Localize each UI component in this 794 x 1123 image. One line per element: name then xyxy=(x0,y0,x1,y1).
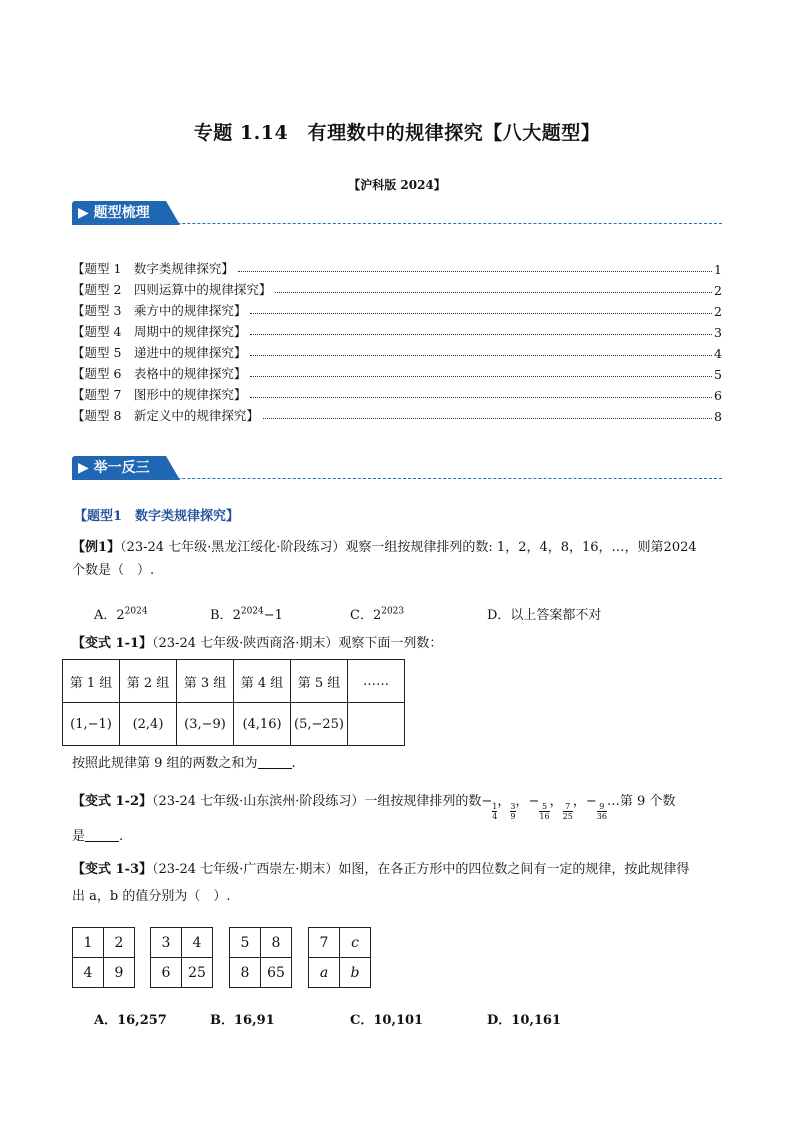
toc-entry[interactable] xyxy=(72,319,722,340)
square-cell: a xyxy=(309,958,340,988)
square-cell: 6 xyxy=(151,958,182,988)
table-header-cell: 第 4 组 xyxy=(234,660,291,703)
square-cell: b xyxy=(340,958,371,988)
option-c: C．$2^{2023}$ xyxy=(350,606,405,623)
section-divider xyxy=(72,223,722,224)
answer-blank xyxy=(258,754,292,769)
variant-1-1-question: 按照此规律第 9 组的两数之和为 . xyxy=(72,756,296,771)
table-of-contents xyxy=(72,256,722,424)
option-b: B．$2^{2024}-1$ xyxy=(210,606,283,623)
toc-entry[interactable] xyxy=(72,256,722,277)
square-cell: 9 xyxy=(104,958,135,988)
fraction-numerator: 9 xyxy=(597,802,607,812)
toc-page-number: 5 xyxy=(714,367,722,382)
fraction-numerator: 5 xyxy=(539,802,549,812)
square-cell: 65 xyxy=(261,958,292,988)
fraction-sign: − xyxy=(481,794,493,809)
fraction-sequence: − $\frac{1}{4}$ ， $\frac{3}{9}$ ，− $\frac{5}{16}$ ， $\frac{7}{25}$ ，− $\frac{9}{36}$ xyxy=(481,794,607,821)
option-c: C．10,101 xyxy=(350,1013,424,1028)
section-divider xyxy=(72,478,722,479)
number-square xyxy=(150,927,213,988)
toc-leader-dots xyxy=(263,418,712,419)
section-title: 题型梳理 xyxy=(93,205,150,221)
square-cell: 8 xyxy=(230,958,261,988)
example-1 xyxy=(72,538,726,581)
option-a: A．$2^{2024}$ xyxy=(94,606,148,623)
page-title: 专题 1.14 有理数中的规律探究【八大题型】 xyxy=(193,122,601,144)
play-icon: ▶ xyxy=(78,460,94,476)
toc-leader-dots xyxy=(238,271,712,272)
square-cell: 8 xyxy=(261,928,292,958)
fraction-numerator: 1 xyxy=(492,802,498,811)
toc-page-number: 2 xyxy=(714,304,722,319)
fraction-numerator: 3 xyxy=(510,802,516,811)
section-header-type-outline xyxy=(72,201,166,225)
toc-label: 【题型 6 表格中的规律探究】 xyxy=(72,366,247,381)
table-header-cell: 第 3 组 xyxy=(177,660,234,703)
square-cell: 1 xyxy=(73,928,104,958)
square-cell: c xyxy=(340,928,371,958)
variant-1-1 xyxy=(72,634,726,654)
variant-tag: 【变式 1-1】 xyxy=(72,636,153,651)
square-cell: 4 xyxy=(182,928,213,958)
toc-page-number: 3 xyxy=(714,325,722,340)
toc-entry[interactable] xyxy=(72,340,722,361)
toc-leader-dots xyxy=(250,376,712,377)
toc-entry[interactable] xyxy=(72,403,722,424)
toc-entry[interactable] xyxy=(72,277,722,298)
square-cell: 7 xyxy=(309,928,340,958)
toc-leader-dots xyxy=(250,355,712,356)
toc-entry[interactable] xyxy=(72,361,722,382)
variant-tag: 【变式 1-3】 xyxy=(72,862,153,877)
toc-leader-dots xyxy=(275,292,712,293)
table-cell: (1,−1) xyxy=(63,703,120,746)
table-header-cell: …… xyxy=(348,660,405,703)
toc-page-number: 8 xyxy=(714,409,722,424)
answer-blank xyxy=(85,827,119,842)
fraction xyxy=(563,802,573,821)
toc-entry[interactable] xyxy=(72,298,722,319)
option-a: A．16,257 xyxy=(94,1013,167,1028)
toc-page-number: 1 xyxy=(714,262,722,277)
variant-text: （23-24 七年级·陕西商洛·期末）观察下面一列数： xyxy=(152,636,443,651)
table-cell xyxy=(348,703,405,746)
toc-leader-dots xyxy=(250,397,712,398)
example-text: （23-24 七年级·黑龙江绥化·阶段练习）观察一组按规律排列的数: 1，2，4，8，16，…，则第2024 xyxy=(120,540,697,555)
fraction-denominator: 36 xyxy=(596,812,607,821)
table-cell: (3,−9) xyxy=(177,703,234,746)
toc-entry[interactable] xyxy=(72,382,722,403)
toc-label: 【题型 3 乘方中的规律探究】 xyxy=(72,303,247,318)
table-header-cell: 第 1 组 xyxy=(63,660,120,703)
toc-label: 【题型 7 图形中的规律探究】 xyxy=(72,387,247,402)
square-cell: 3 xyxy=(151,928,182,958)
table-header-cell: 第 2 组 xyxy=(120,660,177,703)
fraction xyxy=(539,802,549,821)
option-d: D．10,161 xyxy=(487,1013,562,1028)
toc-label: 【题型 8 新定义中的规律探究】 xyxy=(72,408,259,423)
toc-label: 【题型 2 四则运算中的规律探究】 xyxy=(72,282,272,297)
toc-leader-dots xyxy=(250,334,712,335)
variant-1-3: 【变式 1-3】（23-24 七年级·广西崇左·期末）如图，在各正方形中的四位数之间有一定的规律，按此规律得 出 a，b 的值分别为（ ）. xyxy=(72,862,690,904)
fraction-sign: − xyxy=(528,794,540,809)
section-header-examples xyxy=(72,456,166,480)
toc-label: 【题型 4 周期中的规律探究】 xyxy=(72,324,247,339)
number-square xyxy=(229,927,292,988)
fraction-denominator: 9 xyxy=(510,812,516,821)
variant-tag: 【变式 1-2】 xyxy=(72,794,153,809)
variant-1-2: 【变式 1-2】（23-24 七年级·山东滨州·阶段练习）一组按规律排列的数− $\frac{1}{4}$ ， $\frac{3}{9}$ ，− $\frac{5}{16}$ ， $\frac{7}{25}$ ，− $\frac{9}{36}$ …第 9 个数 是 . xyxy=(72,794,676,844)
toc-leader-dots xyxy=(250,313,712,314)
number-square xyxy=(72,927,135,988)
edition-label: 【沪科版 2024】 xyxy=(348,178,446,192)
fraction xyxy=(597,802,607,821)
number-square xyxy=(308,927,371,988)
toc-page-number: 2 xyxy=(714,283,722,298)
option-b: B．16,91 xyxy=(210,1013,275,1028)
table-cell: (4,16) xyxy=(234,703,291,746)
play-icon: ▶ xyxy=(78,205,94,221)
fraction-sign: − xyxy=(585,794,597,809)
square-cell: 2 xyxy=(104,928,135,958)
section-title: 举一反三 xyxy=(93,460,150,476)
table-cell: (2,4) xyxy=(120,703,177,746)
fraction-denominator: 25 xyxy=(562,812,573,821)
toc-page-number: 4 xyxy=(714,346,722,361)
example-text-line2: 个数是（ ）. xyxy=(72,563,155,578)
table-cell: (5,−25) xyxy=(291,703,348,746)
square-cell: 25 xyxy=(182,958,213,988)
data-table xyxy=(62,659,405,746)
square-cell: 4 xyxy=(73,958,104,988)
square-cell: 5 xyxy=(230,928,261,958)
table-header-cell: 第 5 组 xyxy=(291,660,348,703)
example-tag: 【例1】 xyxy=(72,540,121,555)
fraction-numerator: 7 xyxy=(563,802,573,812)
fraction-denominator: 4 xyxy=(492,812,498,821)
question-type-heading: 【题型1 数字类规律探究】 xyxy=(74,509,240,524)
fraction-denominator: 16 xyxy=(539,812,550,821)
toc-label: 【题型 5 递进中的规律探究】 xyxy=(72,345,247,360)
toc-page-number: 6 xyxy=(714,388,722,403)
toc-label: 【题型 1 数字类规律探究】 xyxy=(72,261,234,276)
option-d: D．以上答案都不对 xyxy=(487,608,602,623)
